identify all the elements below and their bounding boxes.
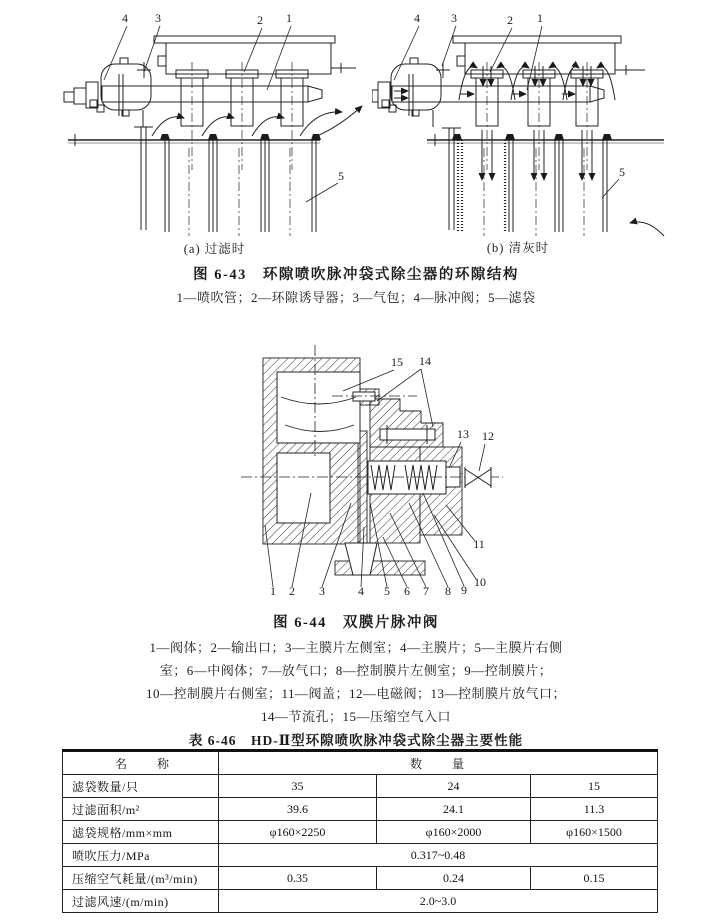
row-name: 滤袋数量/只 [63, 775, 219, 798]
part-label: 14 [419, 354, 431, 368]
fig43-legend: 1—喷吹管；2—环隙诱导器；3—气包；4—脉冲阀；5—滤袋 [176, 290, 536, 305]
column-header-qty: 数 量 [219, 751, 658, 775]
part-label: 3 [451, 11, 457, 25]
part-label: 15 [391, 355, 403, 369]
part-label: 2 [257, 13, 263, 27]
part-label: 11 [473, 537, 485, 551]
cell-value-span: 0.317~0.48 [219, 844, 658, 867]
figure-6-43b-diagram [372, 8, 710, 240]
cell-value: φ160×1500 [531, 821, 658, 844]
part-label: 5 [384, 584, 390, 598]
part-label: 4 [122, 11, 128, 25]
cell-value-span: 2.0~3.0 [219, 890, 658, 913]
part-label: 1 [537, 11, 543, 25]
cell-value: 0.35 [219, 867, 377, 890]
tube-sheet [68, 127, 320, 230]
clean-air-plenum [154, 36, 356, 74]
filter-bags [165, 140, 316, 236]
part-label: 5 [619, 165, 625, 179]
part-label: 2 [507, 13, 513, 27]
cell-value: φ160×2250 [219, 821, 377, 844]
bag-clamps [160, 134, 321, 140]
fig44-legend-line: 1—阀体；2—输出口；3—主膜片左侧室；4—主膜片；5—主膜片右侧 [149, 640, 563, 655]
bag-clamps [452, 134, 612, 140]
table-row [63, 821, 658, 844]
part-label: 3 [319, 584, 325, 598]
row-name: 过滤风速/(m/min) [63, 890, 219, 913]
fig43b-subcaption: (b) 清灰时 [486, 241, 550, 255]
part-label: 3 [155, 11, 161, 25]
part-label: 4 [358, 584, 364, 598]
fig44-legend-line: 14—节流孔；15—压缩空气入口 [260, 709, 451, 724]
cell-value: 0.15 [531, 867, 658, 890]
air-bag [101, 58, 151, 127]
fig43-caption: 图 6-43 环隙喷吹脉冲袋式除尘器的环隙结构 [193, 267, 519, 283]
row-name: 喷吹压力/MPa [63, 844, 219, 867]
table-title: 表 6-46 HD-Ⅱ型环隙喷吹脉冲袋式除尘器主要性能 [188, 733, 524, 748]
part-label: 5 [338, 169, 344, 183]
part-label: 1 [270, 584, 276, 598]
air-bag [391, 58, 450, 127]
cell-value: 24 [377, 775, 531, 798]
cell-value: 11.3 [531, 798, 658, 821]
table-row [63, 890, 658, 913]
clean-air-plenum [453, 36, 645, 75]
part-label: 8 [445, 584, 451, 598]
table-row [63, 844, 658, 867]
blow-pipe [102, 86, 322, 102]
figure-6-44-diagram [237, 341, 507, 609]
annular-gap-inducers [176, 62, 308, 170]
row-name: 过滤面积/m² [63, 798, 219, 821]
fig44-legend-line: 10—控制膜片右侧室；11—阀盖；12—电磁阀；13—控制膜片放气口； [145, 686, 567, 701]
fig44-caption: 图 6-44 双膜片脉冲阀 [273, 615, 439, 631]
part-label: 1 [286, 11, 292, 25]
table-row [63, 867, 658, 890]
part-label: 12 [482, 429, 494, 443]
cell-value: 35 [219, 775, 377, 798]
cell-value: 24.1 [377, 798, 531, 821]
part-label: 13 [457, 427, 469, 441]
table-row [63, 798, 658, 821]
row-name: 滤袋规格/mm×mm [63, 821, 219, 844]
part-label: 4 [414, 11, 420, 25]
part-label: 9 [461, 583, 467, 597]
leader-lines [394, 26, 619, 198]
cell-value: 0.24 [377, 867, 531, 890]
table-header-row [63, 751, 658, 775]
pulse-jet-arrows [459, 66, 664, 236]
cell-value: 15 [531, 775, 658, 798]
fig44-legend-line: 室；6—中阀体；7—放气口；8—控制膜片左侧室；9—控制膜片； [159, 663, 553, 678]
pipe-flow-arrows [394, 91, 575, 98]
part-label: 6 [404, 584, 410, 598]
part-label: 2 [289, 584, 295, 598]
row-name: 压缩空气耗量/(m³/min) [63, 867, 219, 890]
table-row [63, 775, 658, 798]
part-label: 7 [423, 584, 429, 598]
column-header-name: 名 称 [63, 751, 219, 775]
fig43a-subcaption: (a) 过滤时 [183, 242, 246, 256]
cell-value: 39.6 [219, 798, 377, 821]
performance-table [62, 749, 658, 913]
figure-6-43a-diagram [60, 8, 368, 240]
airflow-arrows [152, 106, 362, 138]
solenoid-valve-symbol [465, 467, 491, 488]
filter-bags [458, 140, 607, 236]
part-label: 10 [474, 575, 486, 589]
cell-value: φ160×2000 [377, 821, 531, 844]
